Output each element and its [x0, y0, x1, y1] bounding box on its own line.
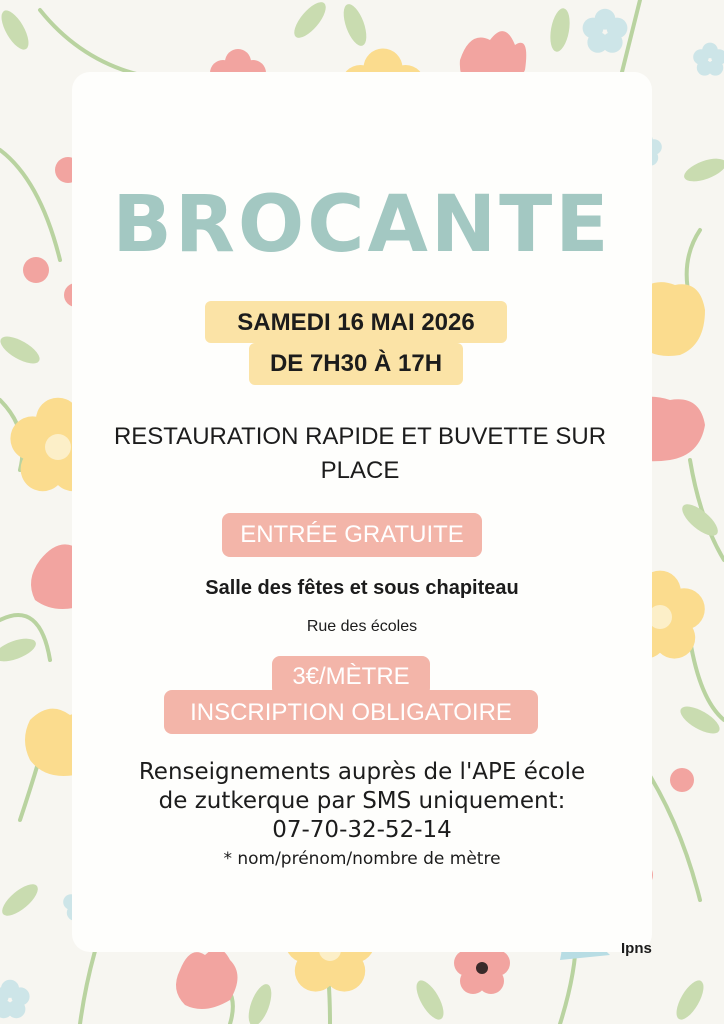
registration-required: INSCRIPTION OBLIGATOIRE: [190, 699, 512, 726]
info-line-2: de zutkerque par SMS uniquement:: [158, 788, 566, 814]
event-date: SAMEDI 16 MAI 2026: [237, 309, 475, 336]
info-line-1: Renseignements auprès de l'APE école: [138, 759, 586, 785]
price-per-meter: 3€/MÈTRE: [292, 663, 410, 690]
event-title: BROCANTE: [112, 180, 612, 270]
entry-highlight: [222, 513, 482, 557]
food-notice: RESTAURATION RAPIDE ET BUVETTE SUR PLACE: [113, 423, 607, 484]
street-address: Rue des écoles: [306, 618, 418, 635]
phone-number: 07-70-32-52-14: [272, 817, 452, 843]
registration-note: * nom/prénom/nombre de mètre: [223, 849, 501, 869]
ipns-mark: Ipns: [621, 940, 652, 957]
entry-fee: ENTRÉE GRATUITE: [240, 521, 464, 548]
venue: Salle des fêtes et sous chapiteau: [205, 577, 519, 599]
time-highlight: [249, 343, 463, 385]
date-highlight: [205, 301, 507, 343]
registration-highlight: [164, 690, 538, 734]
event-time: DE 7H30 À 17H: [269, 350, 443, 377]
